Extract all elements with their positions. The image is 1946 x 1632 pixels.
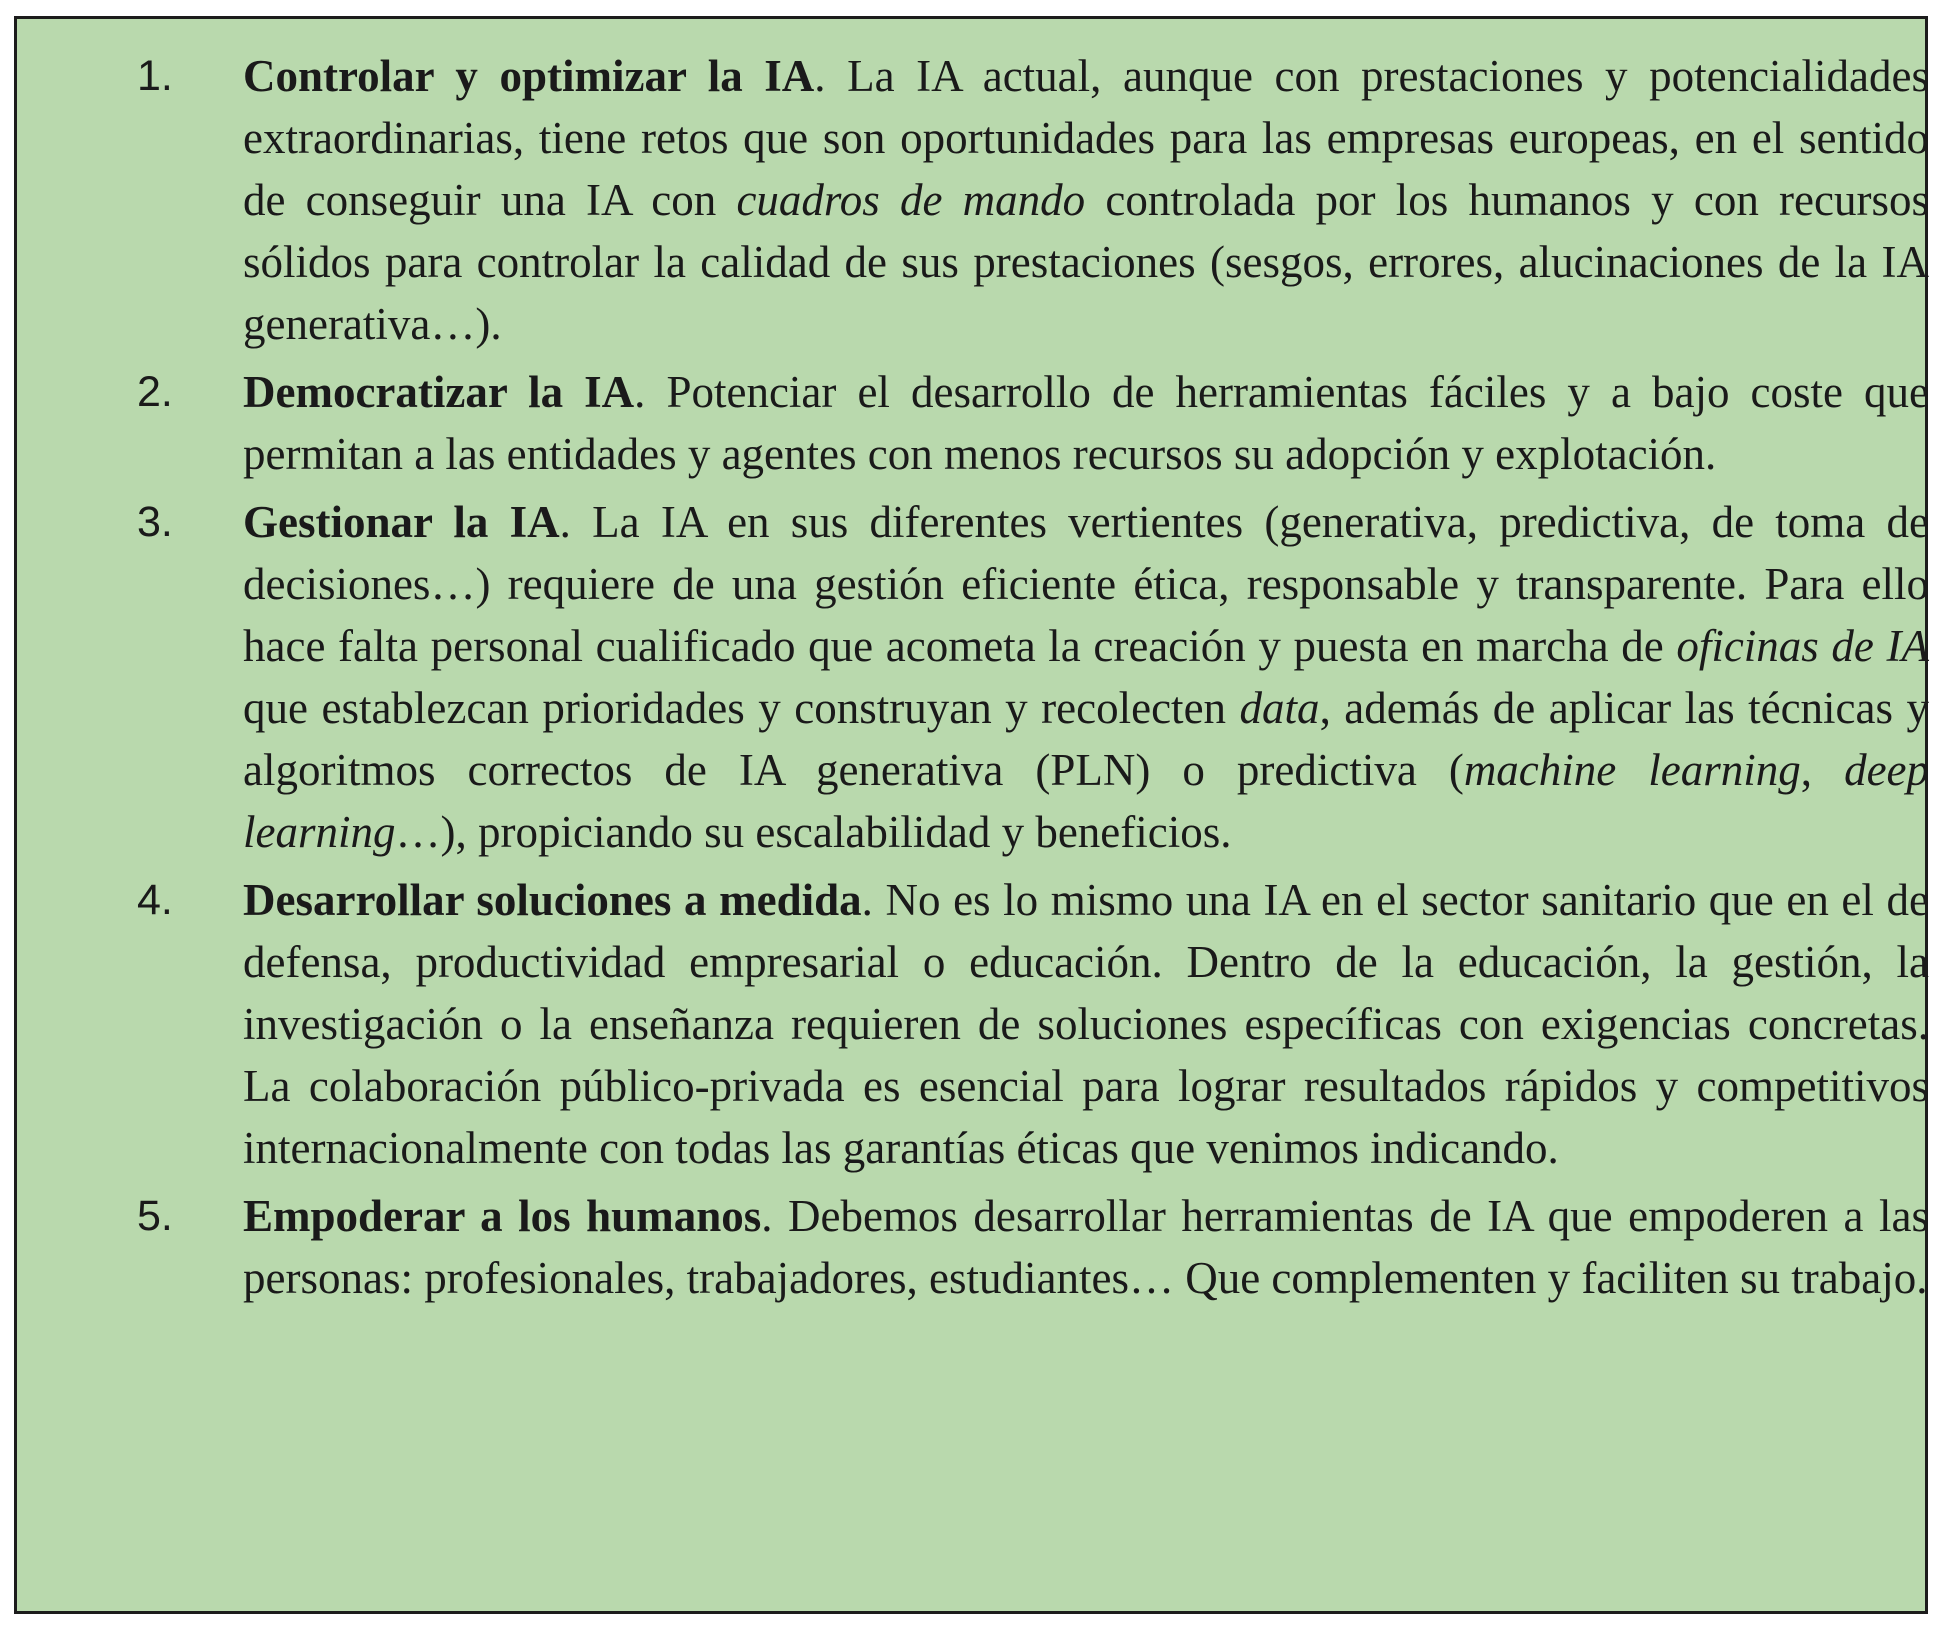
recommendations-box (14, 16, 1928, 1614)
item-number: 2. (137, 368, 173, 416)
italic-term: cuadros de mando (736, 175, 1086, 225)
italic-term: deep learning (243, 745, 1930, 857)
item-title: Empoderar a los humanos (243, 1191, 762, 1241)
item-text: Controlar y optimizar la IA. La IA actual, aunque con prestaciones y potencialidades extraordinarias, tiene retos que son oportunidades para las empresas europeas, en el sentido de conseguir una IA con cuadros de mando controlada por los humanos y con recursos sólidos para controlar la calidad de sus prestaciones (sesgos, errores, alucinaciones de la IA generativa…). (243, 51, 1930, 349)
item-number: 1. (137, 52, 173, 100)
item-title: Controlar y optimizar la IA (243, 51, 815, 101)
item-number: 4. (137, 876, 173, 924)
item-title: Democratizar la IA (243, 367, 635, 417)
item-text: Democratizar la IA. Potenciar el desarrollo de herramientas fáciles y a bajo coste que permitan a las entidades y agentes con menos recursos su adopción y explotación. (243, 367, 1929, 479)
list-item (137, 869, 1929, 1179)
italic-term: data (1239, 683, 1320, 733)
item-text: Desarrollar soluciones a medida. No es lo mismo una IA en el sector sanitario que en el de defensa, productividad empresarial o educación. Dentro de la educación, la gestión, la investigación o la enseñanza requieren de soluciones específicas con exigencias concretas. La colaboración público-privada es esencial para lograr resultados rápidos y competitivos internacionalmente con todas las garantías éticas que venimos indicando. (243, 875, 1929, 1173)
list-item (137, 491, 1929, 863)
recommendations-list (137, 45, 1929, 1315)
item-text: Empoderar a los humanos. Debemos desarrollar herramientas de IA que empoderen a las personas: profesionales, trabajadores, estudiantes… Que complementen y faciliten su trabajo. (243, 1191, 1929, 1303)
item-number: 3. (137, 498, 173, 546)
item-number: 5. (137, 1192, 173, 1240)
item-title: Desarrollar soluciones a medida (243, 875, 862, 925)
list-item (137, 1185, 1929, 1309)
item-text: Gestionar la IA. La IA en sus diferentes vertientes (generativa, predictiva, de toma de decisiones…) requiere de una gestión eficiente ética, responsable y transparente. Para ello hace falta personal cualificado que acometa la creación y puesta en marcha de oficinas de IA que establezcan prioridades y construyan y recolecten data, además de aplicar las técnicas y algoritmos correctos de IA generativa (PLN) o predictiva (machine learning, deep learning…), propiciando su escalabilidad y beneficios. (243, 497, 1930, 857)
italic-term: machine learning (1463, 745, 1801, 795)
item-title: Gestionar la IA (243, 497, 560, 547)
list-item (137, 45, 1929, 355)
italic-term: oficinas de IA (1676, 621, 1929, 671)
list-item (137, 361, 1929, 485)
